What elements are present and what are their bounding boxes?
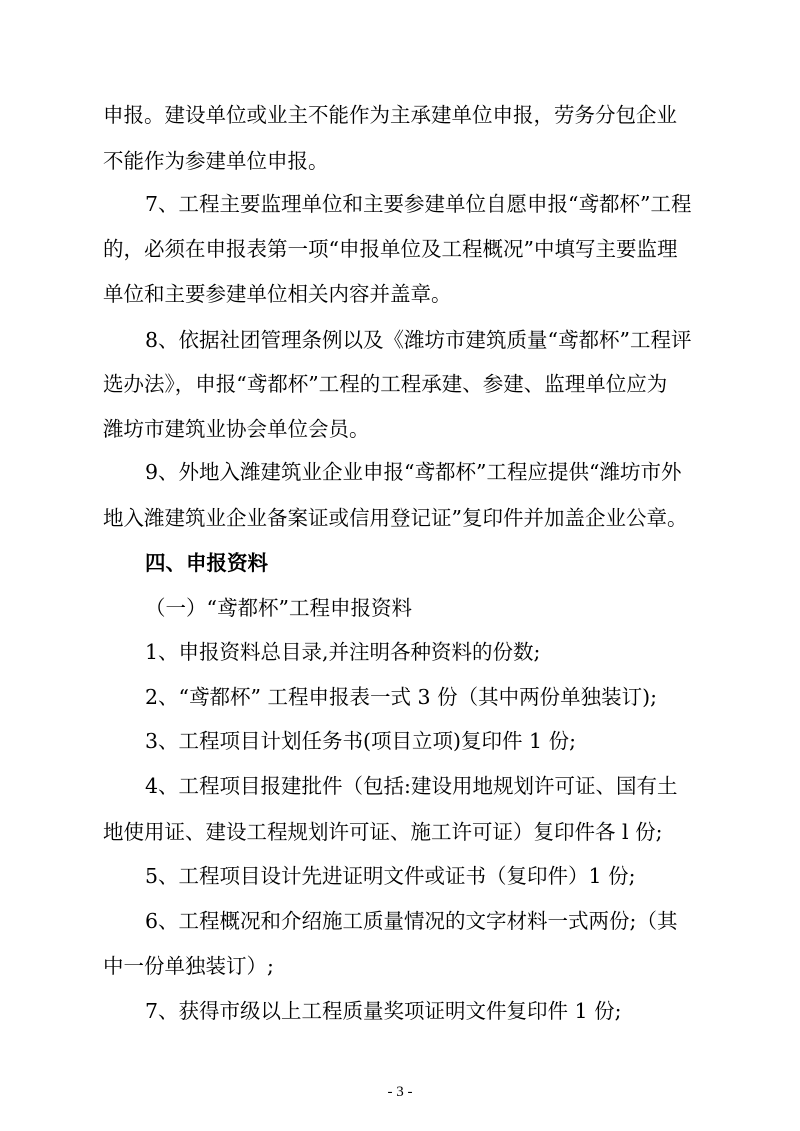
paragraph-text: 8、依据社团管理条例以及《潍坊市建筑质量“鸢都杯”工程评 [145,328,692,352]
paragraph-line [0,279,800,309]
paragraph-text: 申报。建设单位或业主不能作为主承建单位申报，劳务分包企业 [103,103,677,127]
paragraph-text: 的，必须在申报表第一项“申报单位及工程概况”中填写主要监理 [103,237,678,261]
list-item-continuation [0,951,800,981]
list-item-text: 地使用证、建设工程规划许可证、施工许可证）复印件各 l 份; [103,820,663,844]
list-item [0,996,800,1026]
paragraph-text: 不能作为参建单位申报。 [103,149,329,173]
list-item-text: 7、获得市级以上工程质量奖项证明文件复印件 1 份; [145,999,622,1023]
paragraph-line [0,457,800,487]
paragraph-line [0,100,800,130]
paragraph-text: 地入潍建筑业企业备案证或信用登记证”复印件并加盖企业公章。 [103,506,688,530]
list-item [0,682,800,712]
paragraph-line [0,146,800,176]
section-heading-text: 四、申报资料 [145,551,268,575]
list-item [0,637,800,667]
section-heading [0,548,800,578]
paragraph-line [0,369,800,399]
list-item-text: 中一份单独装订）; [103,954,274,978]
list-item-text: 1、申报资料总目录,并注明各种资料的份数; [145,640,541,664]
list-item-text: 5、工程项目设计先进证明文件或证书（复印件）1 份; [145,864,636,888]
page-number: - 3 - [387,1084,413,1100]
paragraph-text: 9、外地入潍建筑业企业申报“鸢都杯”工程应提供“潍坊市外 [145,460,682,484]
paragraph-text: 7、工程主要监理单位和主要参建单位自愿申报“鸢都杯”工程 [145,192,692,216]
paragraph-text: 潍坊市建筑业协会单位会员。 [103,417,370,441]
list-item [0,906,800,936]
paragraph-line [0,189,800,219]
list-item [0,771,800,801]
list-item [0,861,800,891]
list-item-continuation [0,817,800,847]
paragraph-line [0,234,800,264]
list-item-text: 2、“鸢都杯” 工程申报表一式 3 份（其中两份单独装订); [145,685,657,709]
list-item-text: 6、工程概况和介绍施工质量情况的文字材料一式两份;（其 [145,909,678,933]
subsection-heading [0,593,800,623]
paragraph-line [0,414,800,444]
paragraph-text: 选办法》，申报“鸢都杯”工程的工程承建、参建、监理单位应为 [103,372,668,396]
list-item-text: 4、工程项目报建批件（包括:建设用地规划许可证、国有土 [145,774,678,798]
subsection-heading-text: （一）“鸢都杯”工程申报资料 [145,596,412,620]
paragraph-line [0,325,800,355]
paragraph-text: 单位和主要参建单位相关内容并盖章。 [103,282,452,306]
list-item-text: 3、工程项目计划任务书(项目立项)复印件 1 份; [145,729,577,753]
list-item [0,726,800,756]
paragraph-line [0,503,800,533]
